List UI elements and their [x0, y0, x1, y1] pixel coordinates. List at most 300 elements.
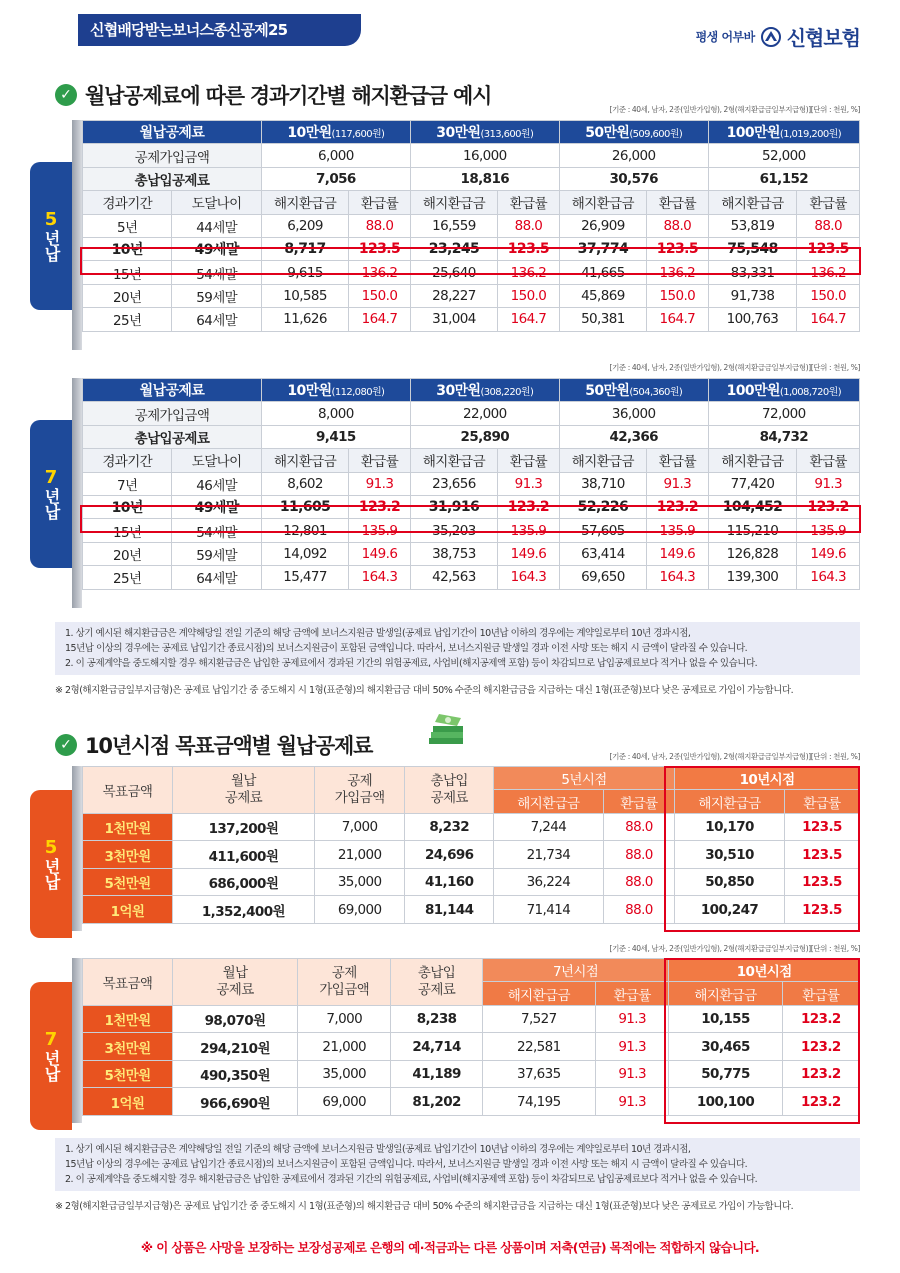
table-cell: 91.3 — [797, 472, 860, 495]
table-cell: 966,690원 — [173, 1088, 298, 1116]
column-header: 경과기간 — [83, 191, 172, 214]
table-row — [83, 1088, 860, 1116]
table-cell: 123.2 — [782, 1033, 859, 1061]
sum-value: 36,000 — [559, 402, 708, 425]
table-cell: 31,004 — [410, 308, 497, 331]
table-cell: 411,600원 — [173, 841, 315, 869]
table-row — [83, 214, 860, 237]
plan-amount: 50만원 — [585, 383, 630, 400]
total-value: 18,816 — [410, 167, 559, 190]
table-cell: 52,226 — [559, 495, 646, 518]
plan-header — [261, 121, 410, 144]
table-row — [83, 542, 860, 565]
table-cell: 50,381 — [559, 308, 646, 331]
table-cell: 164.3 — [498, 566, 560, 589]
header-line: 공제 — [331, 964, 357, 981]
note-line: 1. 상기 예시된 해지환급금은 계약해당일 전일 기준의 해당 금액에 보너스지원금 발생일(공제료 납입기간이 10년납 이하의 경우에는 계약일로부터 10년 경과시점, — [65, 628, 691, 639]
table-cell: 20년 — [83, 284, 172, 307]
table-cell: 123.2 — [349, 495, 411, 518]
table-cell: 38,710 — [559, 472, 646, 495]
table-cell: 1억원 — [83, 896, 173, 924]
note-line: 15년납 이상의 경우에는 공제료 납입기간 종료시점)의 보너스지원금이 포함된 금액입니다. 따라서, 보너스지원금 발생일 경과 이전 사망 또는 해지 시 금액이 달라질 수 있습니다. — [65, 1159, 748, 1170]
table-cell: 23,656 — [410, 472, 497, 495]
check-icon: ✓ — [55, 84, 77, 106]
table-cell: 26,909 — [559, 214, 646, 237]
section2-basis-note: [기준 : 40세, 남자, 2종(일반가입형), 2형(해지환급금일부지급형)][단위 : 천원, %] — [609, 752, 860, 761]
table-cell: 164.3 — [797, 566, 860, 589]
table-cell: 74,195 — [482, 1088, 595, 1116]
table-cell: 22,581 — [482, 1033, 595, 1061]
badge-7-year-pay — [30, 982, 72, 1130]
table-cell: 164.7 — [498, 308, 560, 331]
plan-header — [410, 121, 559, 144]
shinhyup-logo-icon — [761, 27, 781, 47]
section1-title-text: 월납공제료에 따른 경과기간별 해지환급금 예시 — [85, 84, 492, 108]
insured-amount-header — [314, 767, 405, 814]
total-value: 61,152 — [708, 167, 859, 190]
table-cell: 136.2 — [498, 261, 560, 284]
table-row — [83, 519, 860, 542]
column-header: 환급률 — [498, 191, 560, 214]
sum-value: 52,000 — [708, 144, 859, 167]
refund-table-7year — [82, 378, 860, 590]
table-cell: 100,247 — [675, 896, 785, 924]
table-cell: 5천만원 — [83, 1060, 173, 1088]
mid-point-header: 5년시점 — [494, 767, 675, 790]
table-cell: 50,850 — [675, 868, 785, 896]
note-line: 2. 이 공제계약을 중도해지할 경우 해지환급금은 납입한 공제료에서 경과된 기간의 위험공제료, 사업비(해지공제액 포함) 등이 차감되므로 납입공제료보다 적거나 없을 수 있습니다. — [65, 1174, 758, 1185]
table-cell: 135.9 — [498, 519, 560, 542]
table-cell: 21,000 — [298, 1033, 391, 1061]
table-cell: 3천만원 — [83, 1033, 173, 1061]
table-cell: 9,615 — [261, 261, 348, 284]
plan-header-label: 월납공제료 — [83, 379, 262, 402]
table-cell: 100,763 — [708, 308, 797, 331]
table-cell: 42,563 — [410, 566, 497, 589]
table-cell: 24,696 — [405, 841, 494, 869]
table-cell: 164.7 — [349, 308, 411, 331]
badge-5-year-pay — [30, 162, 72, 310]
column-header: 도달나이 — [172, 191, 261, 214]
table-cell: 136.2 — [797, 261, 860, 284]
plan-exact-amount: (308,220원) — [480, 387, 534, 399]
table-row — [83, 813, 860, 841]
table-cell: 49세말 — [172, 237, 261, 260]
column-header: 환급률 — [797, 191, 860, 214]
table-cell: 490,350원 — [173, 1060, 298, 1088]
section1-title — [55, 80, 491, 110]
monthly-premium-header — [173, 959, 298, 1006]
table-cell: 20년 — [83, 542, 172, 565]
section1-footnote: ※ 2형(해지환급금일부지급형)은 공제료 납입기간 중 중도해지 시 1형(표준형)의 해지환급금 대비 50% 수준의 해지환급금을 지급하는 대신 1형(표준형)보다 낮은 공제료로 가입이 가능합니다. — [55, 685, 794, 696]
plan-header — [261, 379, 410, 402]
table-cell: 77,420 — [708, 472, 797, 495]
table-cell: 88.0 — [498, 214, 560, 237]
plan-amount: 30만원 — [436, 383, 481, 400]
column-header: 해지환급금 — [708, 449, 797, 472]
section2-table7-basis-note: [기준 : 40세, 남자, 2종(일반가입형), 2형(해지환급금일부지급형)][단위 : 천원, %] — [609, 944, 860, 953]
column-header: 환급률 — [498, 449, 560, 472]
table-cell: 38,753 — [410, 542, 497, 565]
table-cell: 12,801 — [261, 519, 348, 542]
side-shadow — [72, 120, 82, 350]
column-header: 환급률 — [647, 191, 709, 214]
sum-label: 공제가입금액 — [83, 402, 262, 425]
table-cell: 7,000 — [314, 813, 405, 841]
table-cell: 88.0 — [603, 841, 674, 869]
sum-value: 72,000 — [708, 402, 859, 425]
table-row — [83, 237, 860, 260]
table-row — [83, 308, 860, 331]
note-line: 1. 상기 예시된 해지환급금은 계약해당일 전일 기준의 해당 금액에 보너스지원금 발생일(공제료 납입기간이 10년납 이하의 경우에는 계약일로부터 10년 경과시점, — [65, 1144, 691, 1155]
table-cell: 57,605 — [559, 519, 646, 542]
table-cell: 123.5 — [498, 237, 560, 260]
plan-amount: 100만원 — [726, 125, 780, 142]
header-line: 가입금액 — [319, 981, 370, 998]
plan-exact-amount: (117,600원) — [331, 129, 385, 141]
table-row — [83, 1060, 860, 1088]
table-cell: 83,331 — [708, 261, 797, 284]
table-cell: 149.6 — [647, 542, 709, 565]
table-cell: 24,714 — [391, 1033, 482, 1061]
plan-exact-amount: (504,360원) — [629, 387, 683, 399]
table-cell: 1,352,400원 — [173, 896, 315, 924]
table-cell: 7,000 — [298, 1005, 391, 1033]
plan-exact-amount: (112,080원) — [331, 387, 385, 399]
plan-header-label: 월납공제료 — [83, 121, 262, 144]
table-row — [83, 495, 860, 518]
badge-num: 5 — [44, 209, 58, 230]
column-header: 해지환급금 — [559, 191, 646, 214]
header-line: 가입금액 — [334, 789, 385, 806]
table-cell: 135.9 — [647, 519, 709, 542]
table-cell: 149.6 — [349, 542, 411, 565]
table-cell: 45,869 — [559, 284, 646, 307]
table-cell: 25년 — [83, 566, 172, 589]
column-header: 환급률 — [349, 191, 411, 214]
plan-amount: 50만원 — [585, 125, 630, 142]
table-cell: 50,775 — [669, 1060, 782, 1088]
table-cell: 1억원 — [83, 1088, 173, 1116]
table-cell: 81,144 — [405, 896, 494, 924]
badge-text: 년납 — [42, 1050, 61, 1082]
table-cell: 64세말 — [172, 566, 261, 589]
table-cell: 35,000 — [314, 868, 405, 896]
ten-year-header: 10년시점 — [675, 767, 860, 790]
table-cell: 7,244 — [494, 813, 604, 841]
table-cell: 8,238 — [391, 1005, 482, 1033]
table-cell: 104,452 — [708, 495, 797, 518]
total-value: 42,366 — [559, 425, 708, 448]
table-cell: 88.0 — [603, 813, 674, 841]
table-cell: 25,640 — [410, 261, 497, 284]
total-value: 7,056 — [261, 167, 410, 190]
sum-label: 공제가입금액 — [83, 144, 262, 167]
goal-table-5year — [82, 766, 860, 924]
column-header: 환급률 — [349, 449, 411, 472]
check-icon: ✓ — [55, 734, 77, 756]
rate-header: 환급률 — [603, 790, 674, 813]
table-cell: 91,738 — [708, 284, 797, 307]
table-cell: 126,828 — [708, 542, 797, 565]
table-cell: 98,070원 — [173, 1005, 298, 1033]
table-row — [83, 841, 860, 869]
table-cell: 69,650 — [559, 566, 646, 589]
table-cell: 91.3 — [595, 1005, 669, 1033]
plan-header — [708, 379, 859, 402]
badge-num: 7 — [44, 467, 58, 488]
column-header: 해지환급금 — [708, 191, 797, 214]
table-cell: 91.3 — [595, 1033, 669, 1061]
badge-text: 년납 — [42, 858, 61, 890]
table7-basis-note: [기준 : 40세, 남자, 2종(일반가입형), 2형(해지환급금일부지급형)][단위 : 천원, %] — [609, 363, 860, 372]
rate-header: 환급률 — [782, 982, 859, 1005]
table-cell: 123.5 — [784, 896, 859, 924]
table-cell: 123.5 — [784, 868, 859, 896]
table-row — [83, 1005, 860, 1033]
table-cell: 25년 — [83, 308, 172, 331]
total-value: 84,732 — [708, 425, 859, 448]
table-cell: 8,232 — [405, 813, 494, 841]
brand-slogan: 평생 어부바 — [695, 30, 755, 44]
refund-header: 해지환급금 — [675, 790, 785, 813]
product-disclaimer: ※ 이 상품은 사망을 보장하는 보장성공제로 은행의 예·적금과는 다른 상품이며 저축(연금) 목적에는 적합하지 않습니다. — [140, 1240, 760, 1255]
badge-num: 7 — [44, 1029, 58, 1050]
plan-exact-amount: (509,600원) — [629, 129, 683, 141]
note-line: 2. 이 공제계약을 중도해지할 경우 해지환급금은 납입한 공제료에서 경과된 기간의 위험공제료, 사업비(해지공제액 포함) 등이 차감되므로 납입공제료보다 적거나 없을 수 있습니다. — [65, 658, 758, 669]
table-cell: 35,000 — [298, 1060, 391, 1088]
table-cell: 11,605 — [261, 495, 348, 518]
header-line: 총납입 — [430, 772, 468, 789]
plan-amount: 100만원 — [726, 383, 780, 400]
table-cell: 294,210원 — [173, 1033, 298, 1061]
table-cell: 75,548 — [708, 237, 797, 260]
total-value: 30,576 — [559, 167, 708, 190]
table-cell: 136.2 — [349, 261, 411, 284]
monthly-premium-header — [173, 767, 315, 814]
sum-value: 16,000 — [410, 144, 559, 167]
table-row — [83, 472, 860, 495]
header-line: 공제료 — [224, 789, 263, 806]
table-cell: 8,717 — [261, 237, 348, 260]
table-cell: 71,414 — [494, 896, 604, 924]
table-cell: 10,155 — [669, 1005, 782, 1033]
column-header: 환급률 — [647, 449, 709, 472]
table-cell: 123.2 — [782, 1005, 859, 1033]
table-cell: 88.0 — [603, 896, 674, 924]
table-cell: 21,000 — [314, 841, 405, 869]
table-cell: 37,774 — [559, 237, 646, 260]
table-cell: 81,202 — [391, 1088, 482, 1116]
header-line: 공제료 — [430, 789, 468, 806]
table-row — [83, 284, 860, 307]
table-cell: 1천만원 — [83, 1005, 173, 1033]
table-cell: 150.0 — [349, 284, 411, 307]
table-cell: 11,626 — [261, 308, 348, 331]
table-cell: 123.2 — [498, 495, 560, 518]
table-cell: 10년 — [83, 495, 172, 518]
table-cell: 28,227 — [410, 284, 497, 307]
brand-logo — [696, 22, 860, 51]
column-header: 해지환급금 — [261, 449, 348, 472]
table-cell: 5천만원 — [83, 868, 173, 896]
table-cell: 7,527 — [482, 1005, 595, 1033]
insured-amount-header — [298, 959, 391, 1006]
column-header: 해지환급금 — [559, 449, 646, 472]
table-cell: 6,209 — [261, 214, 348, 237]
section2-title-text: 10년시점 목표금액별 월납공제료 — [85, 734, 373, 758]
total-value: 25,890 — [410, 425, 559, 448]
table-cell: 16,559 — [410, 214, 497, 237]
section2-notes — [55, 1138, 860, 1191]
sum-value: 22,000 — [410, 402, 559, 425]
table-cell: 69,000 — [298, 1088, 391, 1116]
total-premium-header — [405, 767, 494, 814]
table-cell: 91.3 — [595, 1060, 669, 1088]
money-stack-icon — [425, 712, 469, 752]
ten-year-header: 10년시점 — [669, 959, 860, 982]
product-name-banner: 신협배당받는보너스종신공제25 — [78, 14, 361, 46]
table-cell: 69,000 — [314, 896, 405, 924]
table-cell: 3천만원 — [83, 841, 173, 869]
plan-amount: 10만원 — [287, 125, 332, 142]
table-cell: 135.9 — [349, 519, 411, 542]
plan-exact-amount: (1,008,720원) — [779, 387, 842, 399]
table-cell: 41,160 — [405, 868, 494, 896]
total-value: 9,415 — [261, 425, 410, 448]
total-label: 총납입공제료 — [83, 167, 262, 190]
table-cell: 150.0 — [647, 284, 709, 307]
table-cell: 10,585 — [261, 284, 348, 307]
refund-header: 해지환급금 — [494, 790, 604, 813]
table-cell: 63,414 — [559, 542, 646, 565]
table-cell: 91.3 — [498, 472, 560, 495]
table-cell: 41,665 — [559, 261, 646, 284]
table-cell: 41,189 — [391, 1060, 482, 1088]
table-cell: 88.0 — [797, 214, 860, 237]
table-cell: 64세말 — [172, 308, 261, 331]
badge-text: 년납 — [42, 488, 61, 520]
table-cell: 150.0 — [797, 284, 860, 307]
plan-header-row — [83, 379, 860, 402]
table-cell: 59세말 — [172, 284, 261, 307]
column-header: 도달나이 — [172, 449, 261, 472]
table-cell: 54세말 — [172, 519, 261, 542]
goal-header: 목표금액 — [83, 767, 173, 814]
plan-amount: 30만원 — [436, 125, 481, 142]
rate-header: 환급률 — [595, 982, 669, 1005]
table-cell: 30,465 — [669, 1033, 782, 1061]
side-shadow — [72, 958, 82, 1123]
table-cell: 164.3 — [647, 566, 709, 589]
table-cell: 164.3 — [349, 566, 411, 589]
side-shadow — [72, 766, 82, 931]
table-row — [83, 896, 860, 924]
table-cell: 164.7 — [797, 308, 860, 331]
badge-5-year-pay — [30, 790, 72, 938]
refund-table-5year — [82, 120, 860, 332]
badge-7-year-pay — [30, 420, 72, 568]
table-cell: 88.0 — [647, 214, 709, 237]
table-cell: 53,819 — [708, 214, 797, 237]
column-header: 경과기간 — [83, 449, 172, 472]
table-row — [83, 261, 860, 284]
table-row — [83, 1033, 860, 1061]
column-header: 해지환급금 — [410, 191, 497, 214]
plan-exact-amount: (313,600원) — [480, 129, 534, 141]
table-cell: 88.0 — [349, 214, 411, 237]
table-cell: 149.6 — [498, 542, 560, 565]
table-cell: 686,000원 — [173, 868, 315, 896]
sum-value: 8,000 — [261, 402, 410, 425]
table-cell: 123.5 — [784, 813, 859, 841]
goal-table-7year — [82, 958, 860, 1116]
brand-name: 신협보험 — [786, 26, 860, 50]
table-cell: 123.5 — [349, 237, 411, 260]
header-line: 공제료 — [417, 981, 456, 998]
plan-header — [559, 121, 708, 144]
table-cell: 149.6 — [797, 542, 860, 565]
table-cell: 21,734 — [494, 841, 604, 869]
table-cell: 44세말 — [172, 214, 261, 237]
table-cell: 136.2 — [647, 261, 709, 284]
header-line: 월납 — [222, 964, 248, 981]
table-cell: 36,224 — [494, 868, 604, 896]
table-cell: 10년 — [83, 237, 172, 260]
side-shadow — [72, 378, 82, 608]
plan-exact-amount: (1,019,200원) — [779, 129, 842, 141]
table-cell: 14,092 — [261, 542, 348, 565]
column-header: 환급률 — [797, 449, 860, 472]
table-cell: 150.0 — [498, 284, 560, 307]
table-cell: 123.5 — [784, 841, 859, 869]
table-cell: 54세말 — [172, 261, 261, 284]
table-cell: 8,602 — [261, 472, 348, 495]
header-line: 총납입 — [417, 964, 456, 981]
section1-basis-note: [기준 : 40세, 남자, 2종(일반가입형), 2형(해지환급금일부지급형)][단위 : 천원, %] — [609, 105, 860, 114]
header-line: 공제료 — [216, 981, 254, 998]
goal-header: 목표금액 — [83, 959, 173, 1006]
column-header: 해지환급금 — [261, 191, 348, 214]
table-row — [83, 566, 860, 589]
header-line: 월납 — [230, 772, 256, 789]
sum-value: 26,000 — [559, 144, 708, 167]
table-cell: 139,300 — [708, 566, 797, 589]
section2-title — [55, 730, 372, 760]
table-cell: 91.3 — [647, 472, 709, 495]
table-cell: 46세말 — [172, 472, 261, 495]
table-cell: 35,203 — [410, 519, 497, 542]
table-cell: 123.2 — [782, 1060, 859, 1088]
table-cell: 1천만원 — [83, 813, 173, 841]
table-cell: 59세말 — [172, 542, 261, 565]
table-cell: 123.2 — [797, 495, 860, 518]
plan-header — [559, 379, 708, 402]
table-cell: 31,916 — [410, 495, 497, 518]
table-cell: 123.5 — [797, 237, 860, 260]
rate-header: 환급률 — [784, 790, 859, 813]
table-cell: 15년 — [83, 261, 172, 284]
table-cell: 123.2 — [782, 1088, 859, 1116]
note-line: 15년납 이상의 경우에는 공제료 납입기간 종료시점)의 보너스지원금이 포함된 금액입니다. 따라서, 보너스지원금 발생일 경과 이전 사망 또는 해지 시 금액이 달라질 수 있습니다. — [65, 643, 748, 654]
plan-header — [410, 379, 559, 402]
table-cell: 100,100 — [669, 1088, 782, 1116]
section2-footnote: ※ 2형(해지환급금일부지급형)은 공제료 납입기간 중 중도해지 시 1형(표준형)의 해지환급금 대비 50% 수준의 해지환급금을 지급하는 대신 1형(표준형)보다 낮은 공제료로 가입이 가능합니다. — [55, 1201, 794, 1212]
table-cell: 123.5 — [647, 237, 709, 260]
total-premium-header — [391, 959, 482, 1006]
table-cell: 123.2 — [647, 495, 709, 518]
table-cell: 7년 — [83, 472, 172, 495]
